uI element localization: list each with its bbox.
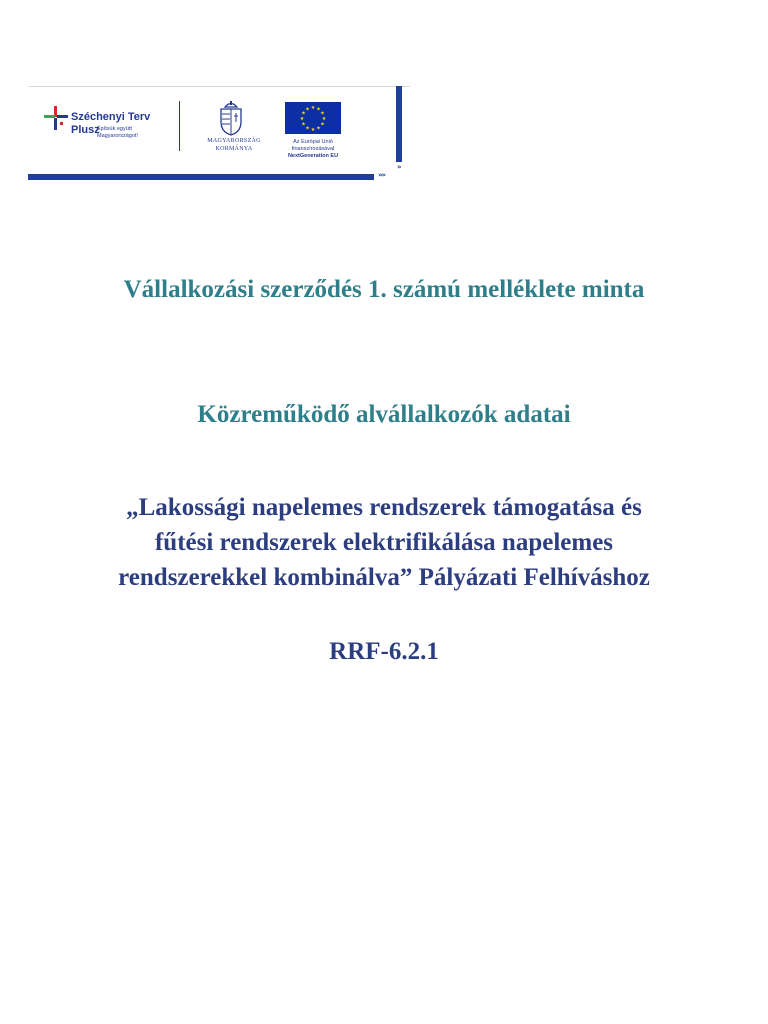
banner-right-bar <box>396 86 402 162</box>
government-label-line1: MAGYARORSZÁG <box>207 138 261 144</box>
program-code: RRF-6.2.1 <box>329 638 439 665</box>
svg-text:★: ★ <box>301 110 306 117</box>
annex-title: Vállalkozási szerződés 1. számú melléklete minta <box>123 276 645 303</box>
government-label <box>194 137 274 153</box>
hungary-coat-of-arms-icon <box>218 100 244 136</box>
eu-label-line2: finanszírozásával <box>291 146 335 152</box>
svg-text:★: ★ <box>299 116 305 122</box>
chevron-right-icon: » <box>397 163 401 171</box>
szechenyi-tagline: Építsük együtt Magyarországot! <box>97 126 138 139</box>
szechenyi-cross-icon <box>44 106 68 132</box>
eu-flag <box>285 102 341 134</box>
svg-text:★: ★ <box>316 106 321 113</box>
szechenyi-title: Széchenyi Terv <box>71 111 151 123</box>
eu-funding-label <box>278 139 348 160</box>
call-for-proposals-title: „Lakossági napelemes rendszerek támogatása és fűtési rendszerek elektrifikálása napelemes rendszerekkel kombinálva” Pályázati Felhíváshoz <box>118 494 650 591</box>
svg-text:★: ★ <box>320 121 325 128</box>
svg-text:★: ★ <box>301 121 306 128</box>
eu-stars-icon <box>285 102 341 134</box>
svg-text:★: ★ <box>321 116 327 122</box>
svg-text:★: ★ <box>310 127 316 133</box>
government-label-line2: KORMÁNYA <box>215 146 253 152</box>
svg-text:★: ★ <box>310 105 316 111</box>
eu-label-line1: Az Európai Unió <box>293 139 333 145</box>
svg-text:★: ★ <box>305 125 310 132</box>
banner-top-line <box>28 86 410 87</box>
logo-divider <box>179 101 180 151</box>
svg-text:★: ★ <box>305 106 310 113</box>
eu-label-line3 <box>278 153 348 160</box>
logo-banner <box>28 86 410 190</box>
chevron-bottom-icon: »» <box>378 171 386 179</box>
banner-bottom-bar <box>28 174 374 180</box>
subcontractors-subtitle: Közreműködő alvállalkozók adatai <box>197 401 571 428</box>
svg-text:★: ★ <box>320 110 325 117</box>
svg-text:★: ★ <box>316 125 321 132</box>
szechenyi-plus: Plusz <box>71 124 100 136</box>
eu-label-nextgen: NextGeneration EU <box>287 153 339 159</box>
